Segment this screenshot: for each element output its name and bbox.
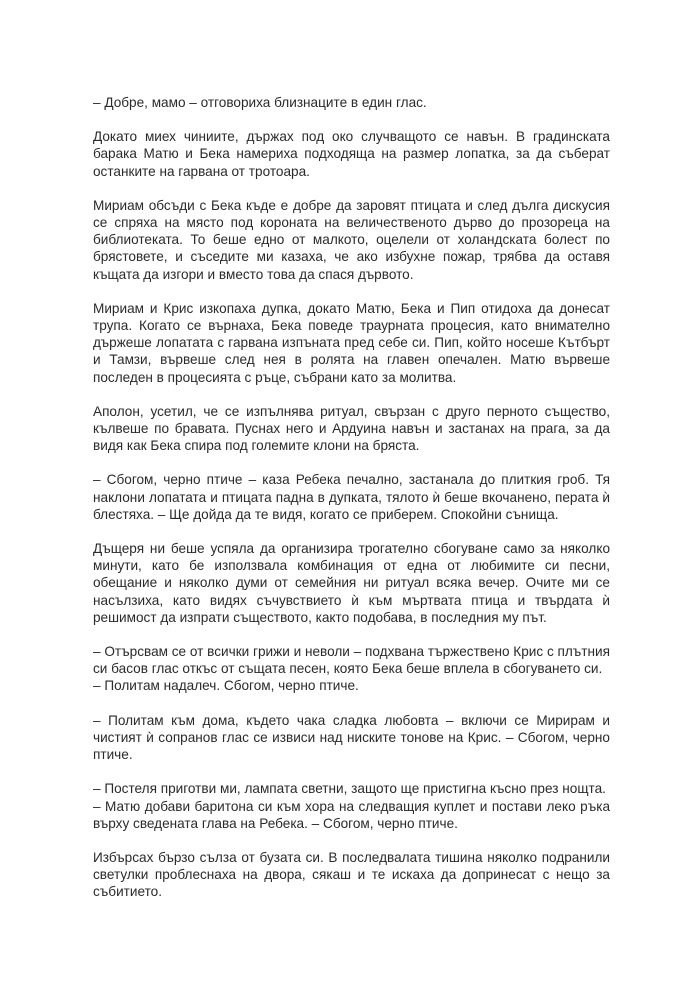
paragraph-10: – Постеля приготви ми, лампата светни, защото ще пристигна късно през нощта. – Матю добави баритона си към хора на следващия куплет и постави леко ръка върху сведената глава на Ребека. – Сбогом, черно птиче.: [93, 781, 610, 831]
paragraph-5: Аполон, усетил, че се изпълнява ритуал, свързан с друго перното същество, кълвеше по бравата. Пуснах него и Ардуина навън и застанах на прага, за да видя как Бека спира под големите клони на бряста.: [93, 403, 610, 454]
paragraph-6: – Сбогом, черно птиче – каза Ребека печално, застанала до плиткия гроб. Тя наклони лопатата и птицата падна в дупката, тялото ѝ беше вкочанено, перата ѝ блестяха. – Ще дойда да те видя, когато се приберем. Спокойни сънища.: [93, 472, 610, 522]
paragraph-8: – Отърсвам се от всички грижи и неволи – подхвана тържествено Крис с плътния си басов глас откъс от същата песен, която Бека беше вплела в сбогуването си. – Политам надалеч. Сбогом, черно птиче.: [93, 644, 610, 694]
text-body: [93, 94, 610, 918]
paragraph-7: Дъщеря ни беше успяла да организира трогателно сбогуване само за няколко минути, като бе използвала комбинация от една от любимите си песни, обещание и няколко думи от семейния ни ритуал всяка вечер. Очите ми се насълзиха, като видях съчувствието ѝ към мъртвата птица и твърдата ѝ решимост да изпрати съществото, както подобава, в последния му път.: [93, 541, 610, 625]
paragraph-11: Избърсах бързо сълза от бузата си. В последвалата тишина няколко подранили светулки проблеснаха на двора, сякаш и те искаха да допринесат с нещо за събитието.: [93, 849, 610, 900]
paragraph-2: Докато миех чиниите, държах под око случващото се навън. В градинската барака Матю и Бека намериха подходяща на размер лопатка, за да съберат останките на гарвана от тротоара.: [93, 129, 610, 179]
paragraph-1: – Добре, мамо – отговориха близнаците в един глас.: [93, 95, 427, 110]
paragraph-9: – Политам към дома, където чака сладка любовта – включи се Мирирам и чистият ѝ сопранов глас се извиси над ниските тонове на Крис. – Сбогом, черно птиче.: [93, 712, 610, 763]
paragraph-3: Мириам обсъди с Бека къде е добре да заровят птицата и след дълга дискусия се спряха на място под короната на величественото дърво до прозореца на библиотеката. То беше едно от малкото, оцелели от холандската болест по брястовете, и съседите ми казаха, че ако избухне пожар, трябва да оставя къщата да изгори и вместо това да спася дървото.: [93, 197, 610, 282]
paragraph-4: Мириам и Крис изкопаха дупка, докато Матю, Бека и Пип отидоха да донесат трупа. Когато се върнаха, Бека поведе траурната процесия, като внимателно държеше лопатата с гарвана изпъната пред себе си. Пип, който носеше Кътбърт и Тамзи, вървеше след нея в ролята на главен опечален. Матю вървеше последен в процесията с ръце, събрани като за молитва.: [93, 300, 610, 385]
